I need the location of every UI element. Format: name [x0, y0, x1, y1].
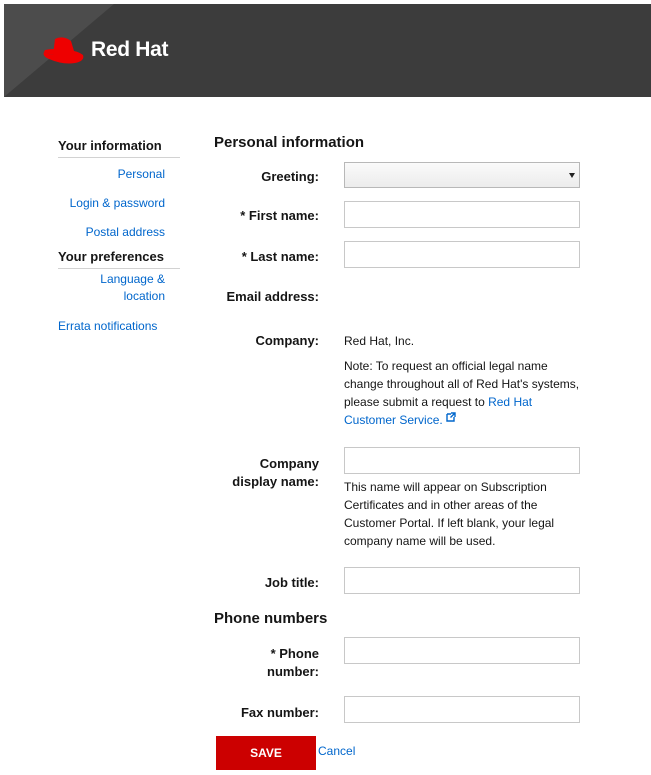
company-display-label-line2: display name:	[232, 474, 319, 489]
job-title-label: Job title:	[264, 575, 319, 590]
company-note	[344, 357, 584, 429]
sidebar-item-language-location[interactable]	[58, 271, 180, 305]
phone-number-label	[207, 645, 319, 681]
job-title-input[interactable]	[344, 567, 580, 594]
sidebar-item-label: Language &	[100, 272, 165, 286]
phone-label-line2: number:	[267, 664, 319, 679]
fax-number-label: Fax number:	[240, 705, 319, 720]
fedora-hat-icon	[41, 35, 85, 65]
phone-label-line1: * Phone	[270, 646, 319, 661]
cancel-link[interactable]: Cancel	[318, 744, 356, 758]
brand-name: Red Hat	[91, 38, 169, 61]
last-name-label: * Last name:	[241, 249, 319, 264]
site-header	[4, 4, 651, 97]
red-hat-logo[interactable]	[41, 35, 168, 65]
chevron-down-icon	[569, 173, 575, 178]
phone-numbers-heading: Phone numbers	[214, 610, 328, 627]
sidebar-item-label: location	[123, 289, 165, 303]
sidebar-item-errata-notifications[interactable]: Errata notifications	[58, 319, 158, 333]
company-display-name-label	[207, 455, 319, 491]
greeting-select[interactable]	[344, 162, 580, 188]
first-name-label: * First name:	[240, 208, 319, 223]
company-display-label-line1: Company	[259, 456, 319, 471]
company-value: Red Hat, Inc.	[344, 334, 415, 348]
account-sidebar	[58, 138, 180, 335]
phone-number-input[interactable]	[344, 637, 580, 664]
company-display-name-input[interactable]	[344, 447, 580, 474]
company-note-text: Note: To request an official legal name change throughout all of Red Hat's systems, please submit a request to	[344, 359, 580, 409]
first-name-input[interactable]	[344, 201, 580, 228]
company-display-note: This name will appear on Subscription Certificates and in other areas of the Customer Portal. If left blank, your legal company name will be used.	[344, 480, 555, 548]
sidebar-heading-your-preferences: Your preferences	[58, 249, 180, 269]
last-name-input[interactable]	[344, 241, 580, 268]
fax-number-input[interactable]	[344, 696, 580, 723]
email-address-label: Email address:	[226, 289, 319, 304]
sidebar-item-personal[interactable]: Personal	[117, 167, 165, 181]
save-button[interactable]: SAVE	[216, 736, 316, 770]
sidebar-item-login-password[interactable]: Login & password	[69, 196, 165, 210]
customer-service-link[interactable]: Red Hat Customer Service.	[344, 395, 533, 427]
external-link-icon[interactable]	[446, 412, 456, 422]
greeting-label: Greeting:	[261, 169, 319, 184]
personal-information-heading: Personal information	[214, 134, 365, 151]
company-label: Company:	[255, 333, 319, 348]
sidebar-heading-your-information: Your information	[58, 138, 180, 158]
sidebar-item-postal-address[interactable]: Postal address	[85, 225, 165, 239]
